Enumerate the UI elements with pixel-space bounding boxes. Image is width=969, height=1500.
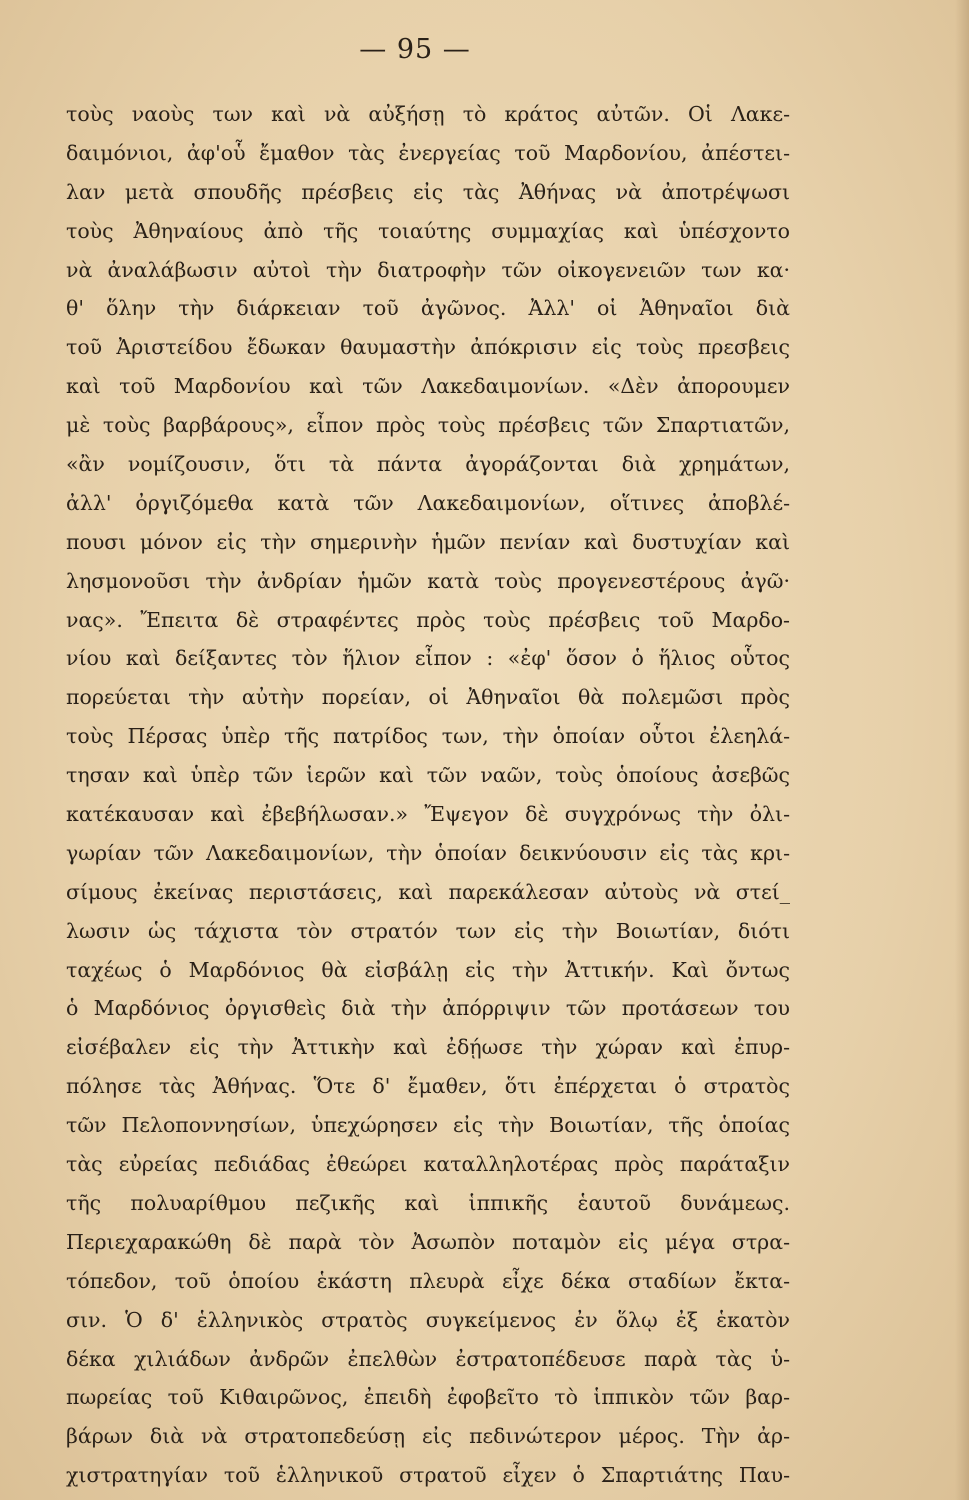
text-line: νὰ ἀναλάβωσιν αὐτοὶ τὴν διατροφὴν τῶν οἰκογενειῶν των κα· (66, 257, 790, 282)
text-line: νίου καὶ δείξαντες τὸν ἥλιον εἶπον : «ἐφ' ὅσον ὁ ἥλιος οὗτος (66, 646, 790, 671)
text-line: Περιεχαρακώθη δὲ παρὰ τὸν Ἀσωπὸν ποταμὸν εἰς μέγα στρα- (66, 1229, 790, 1254)
text-line: πορεύεται τὴν αὐτὴν πορείαν, οἱ Ἀθηναῖοι θὰ πολεμῶσι πρὸς (66, 685, 790, 710)
text-line: εἰσέβαλεν εἰς τὴν Ἀττικὴν καὶ ἐδῄωσε τὴν χώραν καὶ ἐπυρ- (66, 1035, 790, 1060)
text-line: «ἂν νομίζουσιν, ὅτι τὰ πάντα ἀγοράζονται διὰ χρημάτων, (66, 452, 790, 477)
text-line: τοῦ Ἀριστείδου ἔδωκαν θαυμαστὴν ἀπόκρισιν εἰς τοὺς πρεσβεις (66, 335, 790, 360)
text-line: σίμους ἐκείνας περιστάσεις, καὶ παρεκάλεσαν αὐτοὺς νὰ στεί_ (66, 879, 790, 904)
text-line: πόλησε τὰς Ἀθήνας. Ὅτε δ' ἔμαθεν, ὅτι ἐπέρχεται ὁ στρατὸς (66, 1074, 790, 1099)
text-line: τοὺς Ἀθηναίους ἀπὸ τῆς τοιαύτης συμμαχίας καὶ ὑπέσχοντο (66, 218, 790, 243)
text-line: τοὺς ναοὺς των καὶ νὰ αὐξήσῃ τὸ κράτος αὐτῶν. Οἱ Λακε- (66, 102, 790, 126)
text-line: λαν μετὰ σπουδῆς πρέσβεις εἰς τὰς Ἀθήνας νὰ ἀποτρέψωσι (66, 179, 790, 204)
text-line: λωσιν ὡς τάχιστα τὸν στρατόν των εἰς τὴν Βοιωτίαν, διότι (66, 918, 790, 943)
page-number: — 95 — (359, 34, 471, 65)
text-line: τῶν Πελοποννησίων, ὑπεχώρησεν εἰς τὴν Βοιωτίαν, τῆς ὁποίας (66, 1113, 790, 1138)
text-line: κατέκαυσαν καὶ ἐβεβήλωσαν.» Ἔψεγον δὲ συγχρόνως τὴν ὀλι- (66, 802, 790, 827)
text-line: δαιμόνιοι, ἀφ'οὗ ἔμαθον τὰς ἐνεργείας τοῦ Μαρδονίου, ἀπέστει- (66, 140, 790, 165)
text-line: ὁ Μαρδόνιος ὀργισθεὶς διὰ τὴν ἀπόρριψιν τῶν προτάσεων του (66, 996, 790, 1021)
text-line: ἀλλ' ὀργιζόμεθα κατὰ τῶν Λακεδαιμονίων, οἵτινες ἀποβλέ- (66, 490, 790, 515)
text-line: τόπεδον, τοῦ ὁποίου ἑκάστη πλευρὰ εἶχε δέκα σταδίων ἔκτα- (66, 1268, 790, 1293)
text-line: θ' ὅλην τὴν διάρκειαν τοῦ ἀγῶνος. Ἀλλ' οἱ Ἀθηναῖοι διὰ (66, 296, 790, 321)
text-line: λησμονοῦσι τὴν ἀνδρίαν ἡμῶν κατὰ τοὺς προγενεστέρους ἀγῶ· (66, 568, 790, 593)
text-line: καὶ τοῦ Μαρδονίου καὶ τῶν Λακεδαιμονίων. «Δὲν ἀπορουμεν (66, 374, 790, 399)
text-line: σιν. Ὁ δ' ἑλληνικὸς στρατὸς συγκείμενος ἐν ὅλῳ ἐξ ἑκατὸν (66, 1307, 790, 1332)
text-line: πουσι μόνον εἰς τὴν σημερινὴν ἡμῶν πενίαν καὶ δυστυχίαν καὶ (66, 529, 790, 554)
text-line: πωρείας τοῦ Κιθαιρῶνος, ἐπειδὴ ἐφοβεῖτο τὸ ἱππικὸν τῶν βαρ- (66, 1385, 790, 1410)
text-line: τὰς εὐρείας πεδιάδας ἐθεώρει καταλληλοτέρας πρὸς παράταξιν (66, 1152, 790, 1177)
text-line: γωρίαν τῶν Λακεδαιμονίων, τὴν ὁποίαν δεικνύουσιν εἰς τὰς κρι- (66, 840, 790, 865)
text-line: μὲ τοὺς βαρβάρους», εἶπον πρὸς τοὺς πρέσβεις τῶν Σπαρτιατῶν, (66, 413, 790, 438)
text-line: δέκα χιλιάδων ἀνδρῶν ἐπελθὼν ἐστρατοπέδευσε παρὰ τὰς ὑ- (66, 1346, 790, 1371)
text-line: βάρων διὰ νὰ στρατοπεδεύσῃ εἰς πεδινώτερον μέρος. Τὴν ἀρ- (66, 1424, 790, 1449)
text-line: νας». Ἔπειτα δὲ στραφέντες πρὸς τοὺς πρέσβεις τοῦ Μαρδο- (66, 607, 790, 632)
text-line: χιστρατηγίαν τοῦ ἑλληνικοῦ στρατοῦ εἶχεν ὁ Σπαρτιάτης Παυ- (66, 1463, 790, 1488)
text-line: τῆς πολυαρίθμου πεζικῆς καὶ ἱππικῆς ἑαυτοῦ δυνάμεως. (66, 1190, 790, 1215)
text-line: τησαν καὶ ὑπὲρ τῶν ἱερῶν καὶ τῶν ναῶν, τοὺς ὁποίους ἀσεβῶς (66, 763, 790, 788)
page-edge-shadow (955, 0, 969, 1500)
text-line: τοὺς Πέρσας ὑπὲρ τῆς πατρίδος των, τὴν ὁποίαν οὗτοι ἐλεηλά- (66, 724, 790, 749)
body-text (66, 95, 790, 1495)
text-line: ταχέως ὁ Μαρδόνιος θὰ εἰσβάλῃ εἰς τὴν Ἀττικήν. Καὶ ὄντως (66, 957, 790, 982)
